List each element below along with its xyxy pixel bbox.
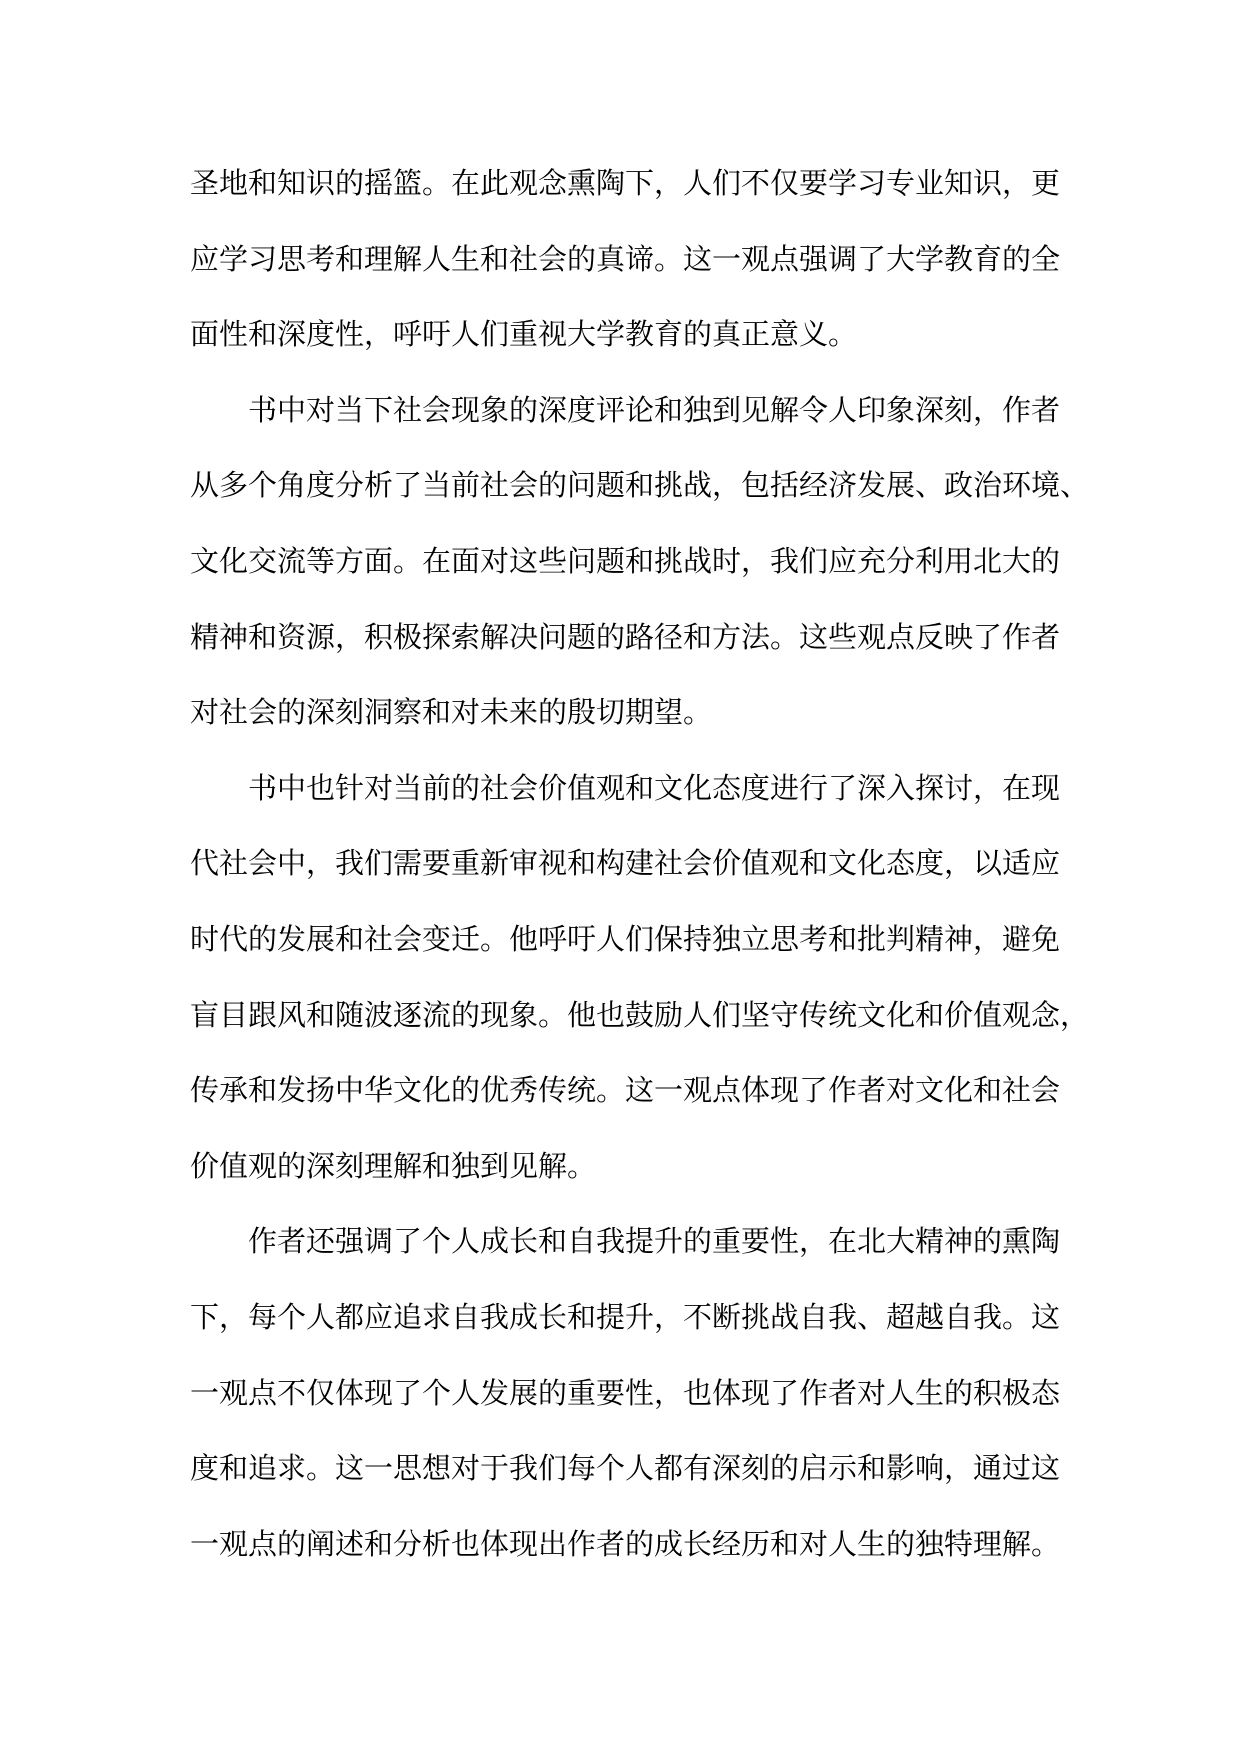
text-line: 下，每个人都应追求自我成长和提升，不断挑战自我、超越自我。这: [190, 1299, 1061, 1334]
text-line: 一观点的阐述和分析也体现出作者的成长经历和对人生的独特理解。: [190, 1526, 1061, 1561]
text-line: 从多个角度分析了当前社会的问题和挑战，包括经济发展、政治环境、: [190, 468, 1090, 503]
text-line: 文化交流等方面。在面对这些问题和挑战时，我们应充分利用北大的: [190, 543, 1061, 578]
text-line: 圣地和知识的摇篮。在此观念熏陶下，人们不仅要学习专业知识，更: [190, 166, 1061, 200]
text-line: 传承和发扬中华文化的优秀传统。这一观点体现了作者对文化和社会: [190, 1073, 1061, 1108]
text-line: 价值观的深刻理解和独到见解。: [190, 1148, 597, 1183]
paragraph-first-line: 书中对当下社会现象的深度评论和独到见解令人印象深刻，作者: [248, 392, 1061, 427]
document-body: [190, 146, 1090, 1582]
text-line: 精神和资源，积极探索解决问题的路径和方法。这些观点反映了作者: [190, 619, 1061, 654]
text-line: 代社会中，我们需要重新审视和构建社会价值观和文化态度，以适应: [190, 846, 1061, 881]
text-line: 一观点不仅体现了个人发展的重要性，也体现了作者对人生的积极态: [190, 1375, 1061, 1410]
text-line: 时代的发展和社会变迁。他呼吁人们保持独立思考和批判精神，避免: [190, 921, 1061, 956]
paragraph-first-line: 书中也针对当前的社会价值观和文化态度进行了深入探讨，在现: [248, 770, 1061, 805]
text-line: 面性和深度性，呼吁人们重视大学教育的真正意义。: [190, 317, 858, 352]
text-line: 度和追求。这一思想对于我们每个人都有深刻的启示和影响，通过这: [190, 1451, 1061, 1486]
text-line: 应学习思考和理解人生和社会的真谛。这一观点强调了大学教育的全: [190, 241, 1061, 276]
text-line: 对社会的深刻洞察和对未来的殷切期望。: [190, 695, 713, 730]
text-line: 盲目跟风和随波逐流的现象。他也鼓励人们坚守传统文化和价值观念，: [190, 997, 1090, 1032]
paragraph-first-line: 作者还强调了个人成长和自我提升的重要性，在北大精神的熏陶: [248, 1224, 1061, 1259]
